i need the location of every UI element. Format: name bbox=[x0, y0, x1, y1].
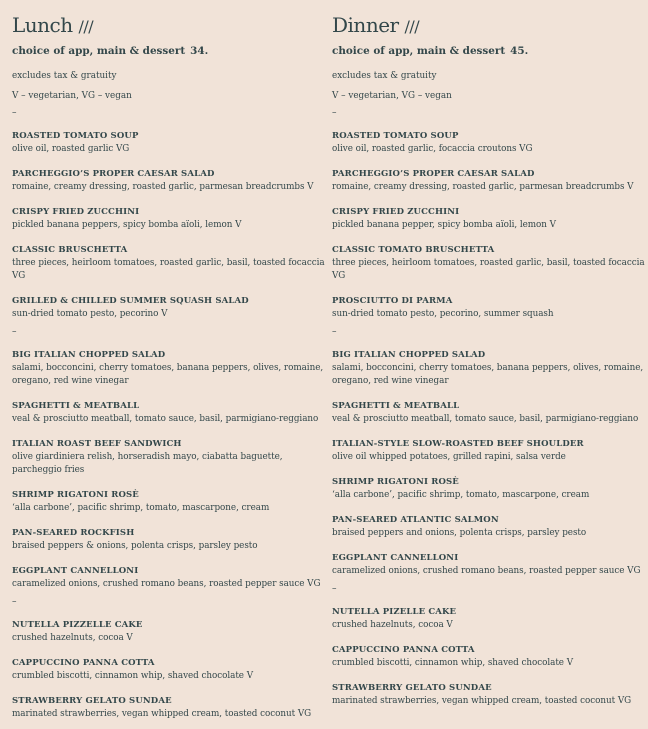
lunch-offer-text: choice of app, main & dessert bbox=[12, 45, 186, 57]
menu-item-name: EGGPLANT CANNELLONI bbox=[332, 553, 459, 563]
menu-item bbox=[12, 489, 326, 515]
section-separator: – bbox=[12, 327, 17, 337]
menu-item-name: CRISPY FRIED ZUCCHINI bbox=[332, 207, 460, 217]
lunch-subtitle bbox=[12, 41, 326, 61]
section-separator: – bbox=[332, 327, 337, 337]
menu-item bbox=[12, 400, 326, 426]
menu-item bbox=[12, 527, 326, 553]
menu-item bbox=[12, 130, 326, 156]
menu-item bbox=[332, 168, 646, 194]
menu-item bbox=[12, 295, 326, 321]
menu-item-description: caramelized onions, crushed romano beans, roasted pepper sauce VG bbox=[332, 566, 641, 576]
menu-item-name: BIG ITALIAN CHOPPED SALAD bbox=[12, 350, 166, 360]
menu-item-name: NUTELLA PIZELLE CAKE bbox=[332, 607, 457, 617]
menu-item bbox=[332, 514, 646, 540]
main-list bbox=[12, 349, 326, 591]
menu-item-description: three pieces, heirloom tomatoes, roasted garlic, basil, toasted focaccia VG bbox=[12, 258, 325, 281]
menu-item bbox=[12, 244, 326, 283]
menu-item bbox=[332, 244, 646, 283]
menu-item-name: ROASTED TOMATO SOUP bbox=[332, 131, 459, 141]
menu-item-name: SPAGHETTI & MEATBALL bbox=[332, 401, 460, 411]
menu-item bbox=[332, 295, 646, 321]
section-separator: – bbox=[332, 584, 337, 594]
menu-item bbox=[12, 619, 326, 645]
menu-item-description: crumbled biscotti, cinnamon whip, shaved chocolate V bbox=[332, 658, 574, 668]
menu-item-description: ‘alla carbone’, pacific shrimp, tomato, mascarpone, cream bbox=[332, 490, 590, 500]
menu-item bbox=[332, 400, 646, 426]
menu-item-description: crushed hazelnuts, cocoa V bbox=[12, 633, 133, 643]
menu-item-name: CLASSIC BRUSCHETTA bbox=[12, 245, 128, 255]
menu-item-description: crushed hazelnuts, cocoa V bbox=[332, 620, 453, 630]
menu-item bbox=[332, 606, 646, 632]
menu-item-description: olive oil, roasted garlic, focaccia croutons VG bbox=[332, 144, 533, 154]
menu-item-description: sun-dried tomato pesto, pecorino, summer squash bbox=[332, 309, 554, 319]
menu-item-description: marinated strawberries, vegan whipped cream, toasted coconut VG bbox=[12, 709, 312, 719]
menu-item bbox=[12, 657, 326, 683]
menu-item-name: STRAWBERRY GELATO SUNDAE bbox=[12, 696, 172, 706]
menu-item-description: olive oil, roasted garlic VG bbox=[12, 144, 130, 154]
dessert-list bbox=[12, 619, 326, 721]
title-slashes: /// bbox=[78, 17, 94, 36]
lunch-menu bbox=[12, 12, 326, 721]
appetizer-list bbox=[12, 130, 326, 321]
dinner-price: 45. bbox=[510, 45, 529, 57]
menu-item-name: ITALIAN-STYLE SLOW-ROASTED BEEF SHOULDER bbox=[332, 439, 584, 449]
menu-item-name: EGGPLANT CANNELLONI bbox=[12, 566, 139, 576]
section-separator: – bbox=[332, 108, 337, 118]
menu-item-description: veal & prosciutto meatball, tomato sauce, basil, parmigiano-reggiano bbox=[12, 414, 319, 424]
menu-item-description: romaine, creamy dressing, roasted garlic, parmesan breadcrumbs V bbox=[332, 182, 634, 192]
menu-item bbox=[12, 695, 326, 721]
menu-item-name: BIG ITALIAN CHOPPED SALAD bbox=[332, 350, 486, 360]
menu-item-description: veal & prosciutto meatball, tomato sauce, basil, parmigiano-reggiano bbox=[332, 414, 639, 424]
menu-item-description: braised peppers & onions, polenta crisps, parsley pesto bbox=[12, 541, 258, 551]
menu-item-name: NUTELLA PIZZELLE CAKE bbox=[12, 620, 143, 630]
menu-item-description: romaine, creamy dressing, roasted garlic, parmesan breadcrumbs V bbox=[12, 182, 314, 192]
main-list bbox=[332, 349, 646, 578]
menu-item bbox=[332, 682, 646, 708]
menu-item bbox=[332, 206, 646, 232]
menu-item bbox=[332, 644, 646, 670]
menu-item bbox=[12, 206, 326, 232]
menu-item-name: SHRIMP RIGATONI ROSÈ bbox=[12, 490, 139, 500]
menu-item-description: three pieces, heirloom tomatoes, roasted garlic, basil, toasted focaccia VG bbox=[332, 258, 645, 281]
dinner-menu bbox=[332, 12, 646, 708]
menu-item-name: CAPPUCCINO PANNA COTTA bbox=[332, 645, 475, 655]
menu-item-name: CRISPY FRIED ZUCCHINI bbox=[12, 207, 140, 217]
menu-item bbox=[332, 349, 646, 388]
section-separator: – bbox=[12, 108, 17, 118]
tax-note: excludes tax & gratuity bbox=[332, 71, 437, 81]
menu-item-name: PROSCIUTTO DI PARMA bbox=[332, 296, 453, 306]
menu-item-description: pickled banana pepper, spicy bomba aïoli, lemon V bbox=[332, 220, 556, 230]
menu-item-name: PARCHEGGIO’S PROPER CAESAR SALAD bbox=[12, 169, 215, 179]
lunch-price: 34. bbox=[190, 45, 209, 57]
menu-item bbox=[12, 168, 326, 194]
dinner-offer-text: choice of app, main & dessert bbox=[332, 45, 506, 57]
menu-item-description: olive oil whipped potatoes, grilled rapini, salsa verde bbox=[332, 452, 566, 462]
menu-item-name: PAN-SEARED ATLANTIC SALMON bbox=[332, 515, 499, 525]
menu-item bbox=[332, 130, 646, 156]
menu-item bbox=[12, 565, 326, 591]
menu-item-name: SPAGHETTI & MEATBALL bbox=[12, 401, 140, 411]
lunch-title-text: Lunch bbox=[12, 13, 73, 37]
menu-item bbox=[332, 476, 646, 502]
menu-item-description: braised peppers and onions, polenta crisps, parsley pesto bbox=[332, 528, 587, 538]
menu-item bbox=[12, 438, 326, 477]
diet-legend: V – vegetarian, VG – vegan bbox=[12, 91, 132, 101]
menu-item bbox=[332, 552, 646, 578]
menu-item-name: CAPPUCCINO PANNA COTTA bbox=[12, 658, 155, 668]
menu-item bbox=[332, 438, 646, 464]
menu-item-name: GRILLED & CHILLED SUMMER SQUASH SALAD bbox=[12, 296, 249, 306]
menu-item-description: salami, bocconcini, cherry tomatoes, banana peppers, olives, romaine, oregano, red wine vinegar bbox=[332, 363, 644, 386]
menu-item-description: marinated strawberries, vegan whipped cream, toasted coconut VG bbox=[332, 696, 632, 706]
menu-item-name: PARCHEGGIO’S PROPER CAESAR SALAD bbox=[332, 169, 535, 179]
section-separator: – bbox=[12, 597, 17, 607]
menu-item-name: ROASTED TOMATO SOUP bbox=[12, 131, 139, 141]
dinner-title-text: Dinner bbox=[332, 13, 399, 37]
menu-item-description: olive giardiniera relish, horseradish mayo, ciabatta baguette, parcheggio fries bbox=[12, 452, 283, 475]
menu-item-description: caramelized onions, crushed romano beans, roasted pepper sauce VG bbox=[12, 579, 321, 589]
menu-item-name: STRAWBERRY GELATO SUNDAE bbox=[332, 683, 492, 693]
menu-item-description: pickled banana peppers, spicy bomba aïoli, lemon V bbox=[12, 220, 242, 230]
dessert-list bbox=[332, 606, 646, 708]
menu-item-name: PAN-SEARED ROCKFISH bbox=[12, 528, 135, 538]
menu-item-name: SHRIMP RIGATONI ROSÈ bbox=[332, 477, 459, 487]
dinner-title bbox=[332, 12, 646, 40]
lunch-title bbox=[12, 12, 326, 40]
menu-item-name: ITALIAN ROAST BEEF SANDWICH bbox=[12, 439, 182, 449]
menu-item-description: crumbled biscotti, cinnamon whip, shaved chocolate V bbox=[12, 671, 254, 681]
menu-item bbox=[12, 349, 326, 388]
menu-item-name: CLASSIC TOMATO BRUSCHETTA bbox=[332, 245, 495, 255]
menu-item-description: sun-dried tomato pesto, pecorino V bbox=[12, 309, 168, 319]
diet-legend: V – vegetarian, VG – vegan bbox=[332, 91, 452, 101]
menu-item-description: salami, bocconcini, cherry tomatoes, banana peppers, olives, romaine, oregano, red wine vinegar bbox=[12, 363, 324, 386]
title-slashes: /// bbox=[404, 17, 420, 36]
dinner-subtitle bbox=[332, 41, 646, 61]
appetizer-list bbox=[332, 130, 646, 321]
menu-item-description: ‘alla carbone’, pacific shrimp, tomato, mascarpone, cream bbox=[12, 503, 270, 513]
tax-note: excludes tax & gratuity bbox=[12, 71, 117, 81]
